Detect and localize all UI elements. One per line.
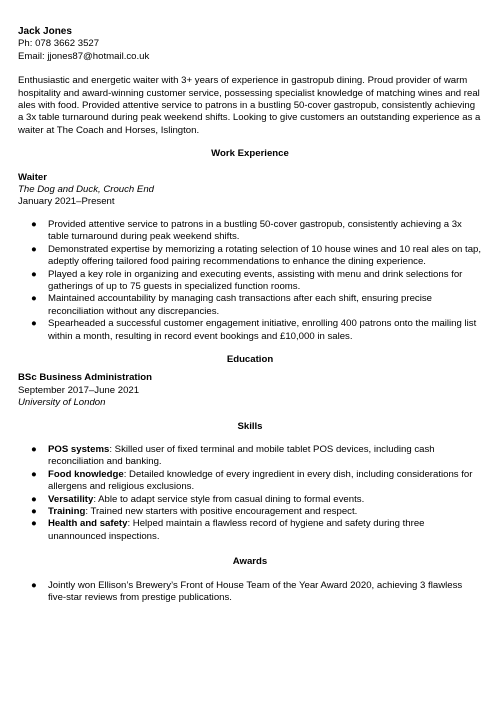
professional-summary: Enthusiastic and energetic waiter with 3+ years of experience in gastropub dining. Proud provider of warm hospitality and award-winning customer service, possessing specialist knowledge of matching wines and real ales with food. Provided attentive service to patrons in a bustling 50-cover gastropub, consistently achieving a 3x table turnaround during peak weekend shifts. Looking to give customers an outstanding experience as a waiter at The Coach and Horses, Islington. — [18, 75, 481, 136]
skill-desc: : Skilled user of fixed terminal and mobile tablet POS devices, including cash reconciliation and banking. — [48, 443, 435, 468]
contact-header — [18, 26, 482, 63]
bullet-icon: ● — [31, 243, 37, 255]
skills-list — [18, 444, 482, 543]
skill-name: Versatility — [48, 493, 94, 505]
school: University of London — [18, 397, 106, 409]
awards-heading: Awards — [232, 556, 268, 568]
bullet-icon: ● — [31, 468, 37, 480]
candidate-name: Jack Jones — [18, 26, 72, 37]
awards-list — [18, 580, 482, 605]
work-experience-heading: Work Experience — [211, 148, 289, 160]
list-item: ● Demonstrated expertise by memorizing a rotating selection of 10 house wines and 10 real ales on tap, adeptly offering tailored food pairing recommendations to enhance the dining experience. — [31, 243, 482, 268]
skill-desc: : Trained new starters with positive encouragement and respect. — [85, 506, 358, 517]
education-dates: September 2017–June 2021 — [18, 384, 140, 396]
bullet-icon: ● — [31, 218, 37, 230]
skills-heading: Skills — [237, 420, 263, 432]
list-item: ● Spearheaded a successful customer engagement initiative, enrolling 400 patrons onto the mailing list within a month, resulting in record event bookings and £10,000 in sales. — [31, 318, 477, 342]
skill-name: Training — [48, 506, 86, 517]
education-heading: Education — [226, 353, 274, 365]
job-title: Waiter — [18, 171, 47, 183]
list-item — [18, 469, 482, 494]
email-address: Email: jjones87@hotmail.co.uk — [18, 50, 150, 62]
list-item — [18, 518, 482, 543]
job-dates: January 2021–Present — [18, 196, 115, 208]
bullet-icon: ● — [31, 318, 37, 330]
list-item: ● Maintained accountability by managing cash transactions after each shift, ensuring precise reconciliation without any discrepancies. — [31, 293, 432, 317]
list-item — [18, 506, 482, 518]
bullet-icon: ● — [31, 493, 37, 505]
list-item: ● Jointly won Ellison’s Brewery’s Front of House Team of the Year Award 2020, achieving 3 flawless five-star reviews from prestige publications. — [31, 579, 463, 604]
list-item: ● Provided attentive service to patrons in a bustling 50-cover gastropub, consistently achieving a 3x table turnaround during peak weekend shifts. — [31, 218, 462, 243]
bullet-icon: ● — [31, 268, 37, 280]
bullet-icon: ● — [31, 518, 37, 530]
skill-desc: : Detailed knowledge of every ingredient in every dish, including considerations for allergens and religious exclusions. — [48, 468, 473, 493]
job-bullets — [18, 219, 482, 343]
bullet-icon: ● — [31, 579, 37, 591]
bullet-icon: ● — [31, 443, 37, 455]
skill-desc: : Helped maintain a flawless record of hygiene and safety during three unannounced inspections. — [48, 518, 425, 542]
list-item — [18, 444, 482, 469]
skill-name: Health and safety — [48, 518, 128, 530]
skill-name: POS systems — [48, 443, 110, 455]
list-item: ● Played a key role in organizing and executing events, assisting with menu and drink selections for gatherings of up to 75 guests in specialized function rooms. — [31, 268, 463, 292]
skill-name: Food knowledge — [48, 468, 124, 480]
degree: BSc Business Administration — [18, 372, 152, 384]
skill-desc: : Able to adapt service style from casual dining to formal events. — [93, 493, 365, 505]
bullet-icon: ● — [31, 293, 37, 305]
phone-number: Ph: 078 3662 3527 — [18, 38, 100, 50]
resume-page — [18, 26, 482, 604]
list-item — [18, 494, 482, 506]
employer: The Dog and Duck, Crouch End — [18, 184, 154, 196]
bullet-icon: ● — [31, 506, 37, 517]
